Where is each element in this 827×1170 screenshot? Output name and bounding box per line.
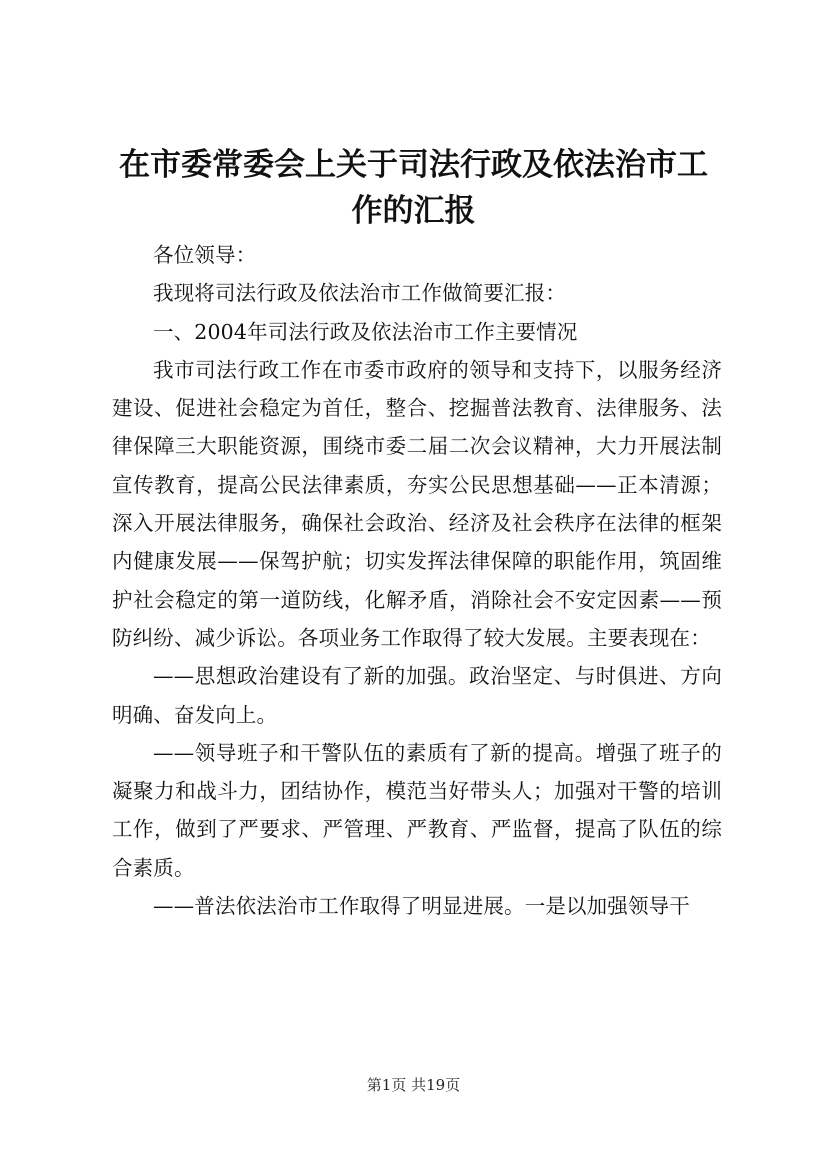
- body-paragraph: ——普法依法治市工作取得了明显进展。一是以加强领导干: [153, 894, 690, 919]
- intro-paragraph: 我现将司法行政及依法治市工作做简要汇报：: [153, 281, 566, 306]
- body-paragraph: ——领导班子和干警队伍的素质有了新的提高。增强了班子的凝聚力和战斗力，团结协作，模范当好带头人；加强对干警的培训工作，做到了严要求、严管理、严教育、严监督，提高了队伍的综合素质。: [112, 740, 722, 880]
- document-body: [112, 236, 722, 925]
- body-paragraph: ——思想政治建设有了新的加强。政治坚定、与时俱进、方向明确、奋发向上。: [112, 664, 722, 727]
- body-paragraph: 我市司法行政工作在市委市政府的领导和支持下，以服务经济建设、促进社会稳定为首任，整合、挖掘普法教育、法律服务、法律保障三大职能资源，围绕市委二届二次会议精神，大力开展法制宣传教育，提高公民法律素质，夯实公民思想基础——正本清源；深入开展法律服务，确保社会政治、经济及社会秩序在法律的框架内健康发展——保驾护航；切实发挥法律保障的职能作用，筑固维护社会稳定的第一道防线，化解矛盾，消除社会不安定因素——预防纠纷、减少诉讼。各项业务工作取得了较大发展。主要表现在：: [112, 357, 722, 650]
- salutation-paragraph: 各位领导：: [153, 243, 257, 267]
- section-heading: 一、2004年司法行政及依法治市工作主要情况: [153, 319, 578, 344]
- page-number-footer: 第1页 共19页: [366, 1076, 461, 1094]
- document-title: 在市委常委会上关于司法行政及依法治市工作的汇报: [119, 147, 708, 229]
